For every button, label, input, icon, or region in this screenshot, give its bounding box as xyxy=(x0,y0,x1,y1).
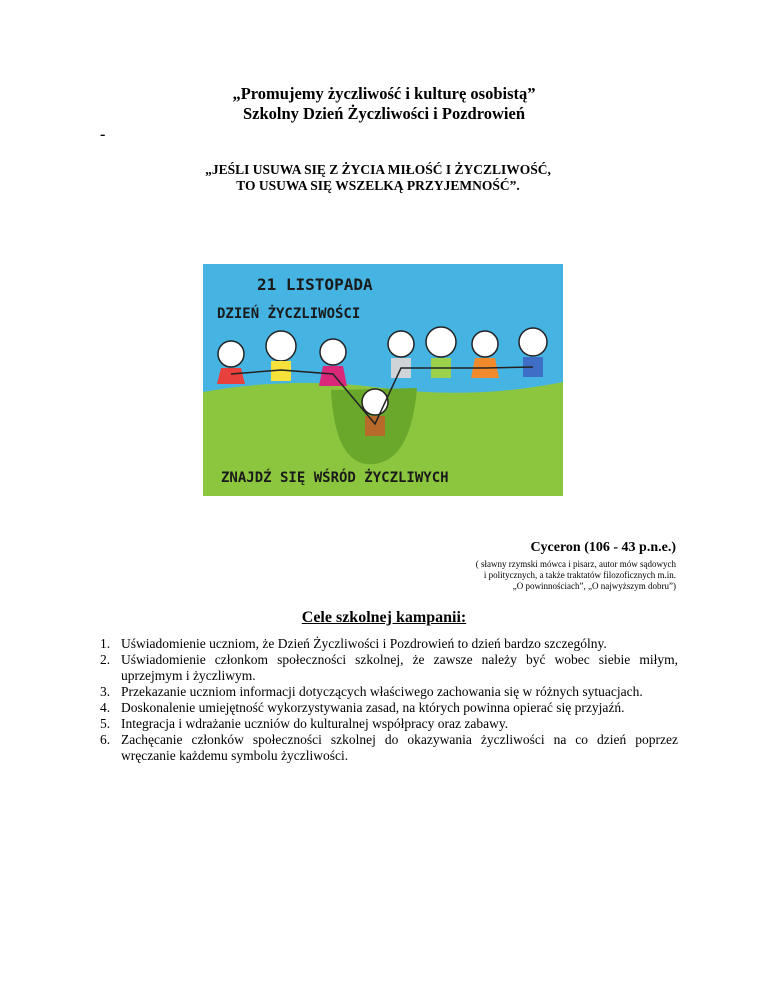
goal-item xyxy=(100,684,678,700)
illustration-title-text: DZIEŃ ŻYCZLIWOŚCI xyxy=(217,306,361,322)
goal-item xyxy=(100,700,678,716)
goal-item xyxy=(100,732,678,764)
illustration-slogan-text: ZNAJDŹ SIĘ WŚRÓD ŻYCZLIWYCH xyxy=(221,470,449,486)
goal-text: Uświadomienie uczniom, że Dzień Życzliwości i Pozdrowień to dzień bardzo szczególny. xyxy=(121,636,607,651)
illustration-date-text: 21 LISTOPADA xyxy=(257,275,373,294)
goal-text: Uświadomienie członkom społeczności szkolnej, że zawsze należy być wobec siebie miłym, uprzejmym i życzliwym. xyxy=(121,652,678,683)
dash-marker: - xyxy=(100,126,106,143)
author-description-line: ( sławny rzymski mówca i pisarz, autor mów sądowych xyxy=(475,559,676,569)
goal-number: 3. xyxy=(100,684,111,699)
author-description-line: „O powinnościach”, „O najwyższym dobru”) xyxy=(512,581,676,591)
goals-list xyxy=(100,636,678,764)
goal-item xyxy=(100,716,678,732)
author-description xyxy=(416,559,676,592)
goal-text: Integracja i wdrażanie uczniów do kulturalnej współpracy oraz zabawy. xyxy=(121,716,509,731)
goal-text: Doskonalenie umiejętność wykorzystywania zasad, na których powinna opierać się przyjaźń. xyxy=(121,700,625,715)
goal-number: 6. xyxy=(100,732,111,747)
illustration-svg xyxy=(203,264,563,496)
document-title: „Promujemy życzliwość i kulturę osobistą” xyxy=(232,84,536,103)
child-figure xyxy=(217,341,245,384)
goal-text: Przekazanie uczniom informacji dotyczących właściwego zachowania się w różnych sytuacjach. xyxy=(121,684,643,699)
quote-line-1: „JEŚLI USUWA SIĘ Z ŻYCIA MIŁOŚĆ I ŻYCZLIWOŚĆ, xyxy=(205,162,551,177)
goal-text: Zachęcanie członków społeczności szkolnej do okazywania życzliwości na co dzień poprzez wręczanie każdemu symbolu życzliwości. xyxy=(121,732,678,763)
child-figure xyxy=(519,328,547,377)
document-subtitle: Szkolny Dzień Życzliwości i Pozdrowień xyxy=(242,104,525,123)
goal-number: 4. xyxy=(100,700,111,715)
kindness-day-illustration xyxy=(203,264,563,496)
goal-number: 2. xyxy=(100,652,111,667)
goal-item xyxy=(100,636,678,652)
quote-line-2: TO USUWA SIĘ WSZELKĄ PRZYJEMNOŚĆ”. xyxy=(236,178,520,193)
section-heading: Cele szkolnej kampanii: xyxy=(301,609,467,626)
goal-number: 5. xyxy=(100,716,111,731)
goal-number: 1. xyxy=(100,636,111,651)
goal-item xyxy=(100,652,678,684)
quote-author: Cyceron (106 - 43 p.n.e.) xyxy=(530,540,676,555)
author-description-line: i politycznych, a także traktatów filozoficznych m.in. xyxy=(483,570,676,580)
